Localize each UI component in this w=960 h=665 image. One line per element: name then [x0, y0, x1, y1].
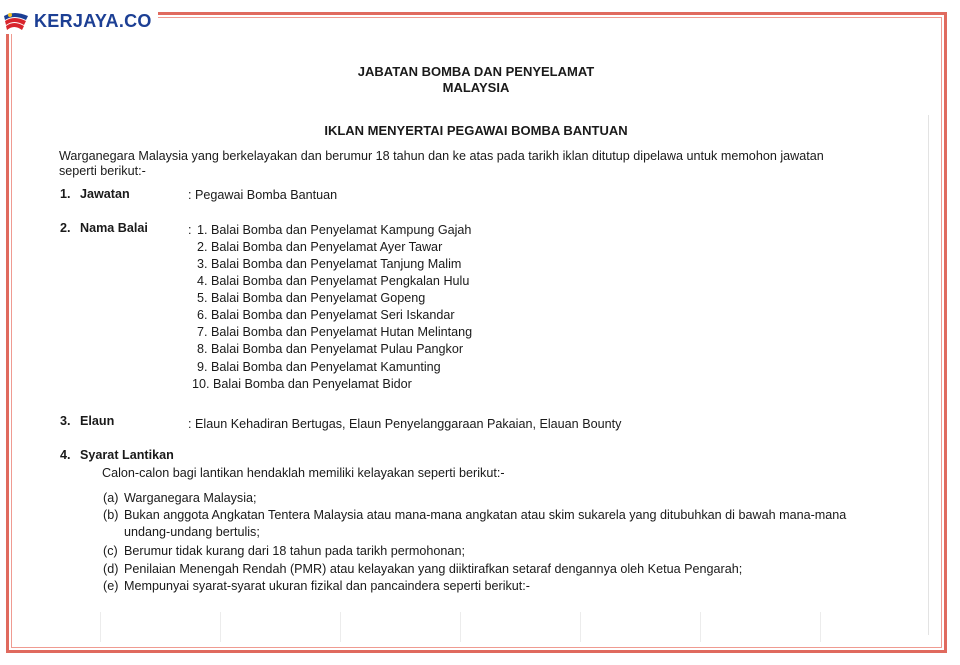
nama-balai-colon: :	[188, 223, 192, 237]
syarat-item-cont: undang-undang bertulis;	[124, 525, 260, 539]
intro-line1: Warganegara Malaysia yang berkelayakan dan berumur 18 tahun dan ke atas pada tarikh iklan ditutup dipelawa untuk memohon jawatan	[59, 149, 824, 163]
balai-item: 1. Balai Bomba dan Penyelamat Kampung Gajah	[197, 223, 472, 237]
intro-line2: seperti berikut:-	[59, 164, 146, 178]
section-number: 1.	[60, 187, 71, 201]
balai-item: 6. Balai Bomba dan Penyelamat Seri Iskandar	[197, 308, 455, 322]
syarat-intro: Calon-calon bagi lantikan hendaklah memiliki kelayakan seperti berikut:-	[102, 466, 505, 480]
syarat-mark: (a)	[103, 491, 119, 505]
syarat-mark: (b)	[103, 508, 119, 522]
logo-text: KERJAYA.CO	[34, 10, 152, 31]
balai-item: 7. Balai Bomba dan Penyelamat Hutan Melintang	[197, 325, 473, 339]
balai-item: 2. Balai Bomba dan Penyelamat Ayer Tawar	[197, 240, 443, 254]
elaun-value: : Elaun Kehadiran Bertugas, Elaun Penyelanggaraan Pakaian, Elauan Bounty	[188, 417, 622, 431]
syarat-item: Berumur tidak kurang dari 18 tahun pada tarikh permohonan;	[124, 544, 465, 558]
syarat-mark: (d)	[103, 562, 119, 576]
document-subtitle: IKLAN MENYERTAI PEGAWAI BOMBA BANTUAN	[324, 123, 628, 138]
balai-item: 4. Balai Bomba dan Penyelamat Pengkalan Hulu	[197, 274, 470, 288]
section-label-syarat: Syarat Lantikan	[80, 448, 174, 462]
syarat-mark: (e)	[103, 579, 119, 593]
section-number: 3.	[60, 414, 71, 428]
syarat-item: Mempunyai syarat-syarat ukuran fizikal dan pancaindera seperti berikut:-	[124, 579, 530, 593]
balai-item: 9. Balai Bomba dan Penyelamat Kamunting	[197, 360, 441, 374]
section-label-nama-balai: Nama Balai	[80, 221, 148, 235]
syarat-mark: (c)	[103, 544, 118, 558]
jawatan-value: : Pegawai Bomba Bantuan	[188, 188, 338, 202]
section-number: 2.	[60, 221, 71, 235]
section-label-elaun: Elaun	[80, 414, 115, 428]
balai-item: 3. Balai Bomba dan Penyelamat Tanjung Malim	[197, 257, 462, 271]
header-line1: JABATAN BOMBA DAN PENYELAMAT	[357, 64, 595, 79]
balai-item: 8. Balai Bomba dan Penyelamat Pulau Pangkor	[197, 342, 464, 356]
section-number: 4.	[60, 448, 71, 462]
syarat-item: Bukan anggota Angkatan Tentera Malaysia atau mana-mana angkatan atau skim sukarela yang ditubuhkan di bawah mana-mana	[124, 508, 847, 522]
header-line2: MALAYSIA	[442, 80, 510, 95]
balai-item: 5. Balai Bomba dan Penyelamat Gopeng	[197, 291, 426, 305]
balai-item: 10. Balai Bomba dan Penyelamat Bidor	[192, 377, 412, 391]
syarat-item: Penilaian Menengah Rendah (PMR) atau kelayakan yang diiktirafkan setaraf dengannya oleh Ketua Pengarah;	[124, 562, 743, 576]
section-label-jawatan: Jawatan	[80, 187, 130, 201]
syarat-item: Warganegara Malaysia;	[124, 491, 257, 505]
